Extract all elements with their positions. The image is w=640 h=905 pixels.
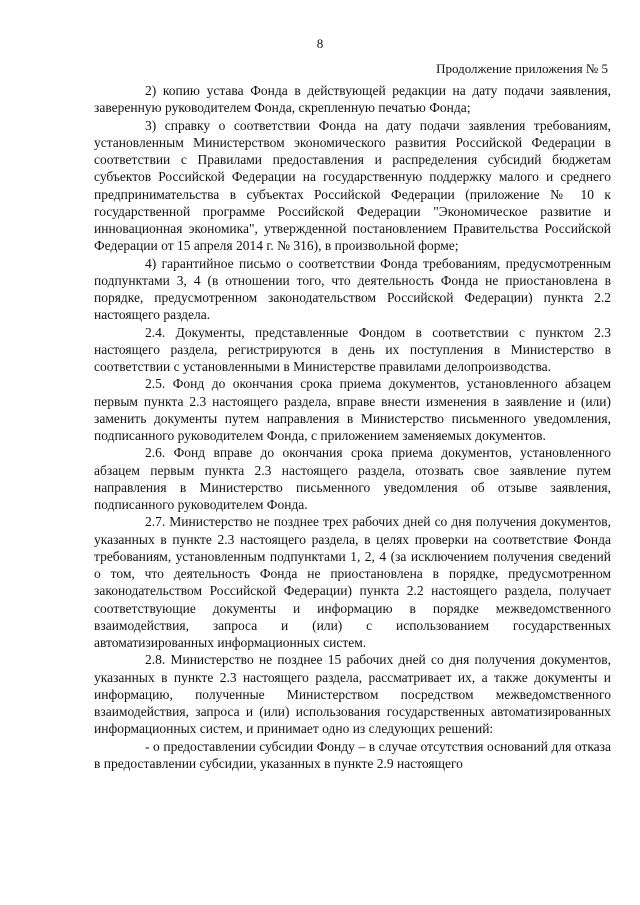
paragraph-2-6: 2.6. Фонд вправе до окончания срока приема документов, установленного абзацем первым пункта 2.3 настоящего раздела, отозвать свое заявление путем направления в Министерство письменного уведомления об отзыве заявления, подписанного руководителем Фонда. <box>94 445 611 512</box>
appendix-continuation-label: Продолжение приложения № 5 <box>436 61 608 76</box>
paragraph-2-4: 2.4. Документы, представленные Фондом в соответствии с пунктом 2.3 настоящего раздела, регистрируются в день их поступления в Министерство в соответствии с установленными в Министерстве правилами делопроизводства. <box>94 324 611 374</box>
paragraph-2-7: 2.7. Министерство не позднее трех рабочих дней со дня получения документов, указанных в пункте 2.3 настоящего раздела, в целях проверки на соответствие Фонда требованиям, установленным подпунктами 1, 2, 4 (за исключением получения сведений о том, что деятельность Фонда не приостановлена в порядке, предусмотренном законодательством Российской Федерации) пункта 2.2 настоящего раздела, получает соответствующие документы и информацию в порядке межведомственного взаимодействия, запроса и (или) с использованием государственных автоматизированных информационных систем. <box>94 514 611 650</box>
paragraph-item-2: 2) копию устава Фонда в действующей редакции на дату подачи заявления, заверенную руководителем Фонда, скрепленную печатью Фонда; <box>94 83 611 116</box>
paragraph-item-3: 3) справку о соответствии Фонда на дату подачи заявления требованиям, установленным Министерством экономического развития Российской Федерации в соответствии с Правилами предоставления и распределения субсидий бюджетам субъектов Российской Федерации на государственную поддержку малого и среднего предпринимательства в субъектах Российской Федерации (приложение № 10 к государственной программе Российской Федерации "Экономическое развитие и инновационная экономика", утвержденной постановлением Правительства Российской Федерации от 15 апреля 2014 г. № 316), в произвольной форме; <box>94 117 611 254</box>
paragraph-2-8: 2.8. Министерство не позднее 15 рабочих дней со дня получения документов, указанных в пункте 2.3 настоящего раздела, рассматривает их, а также документы и информацию, полученные Министерством посредством межведомственного взаимодействия, запроса и (или) использования государственных автоматизированных информационных систем, и принимает одно из следующих решений: <box>94 652 611 737</box>
paragraph-item-4: 4) гарантийное письмо о соответствии Фонда требованиям, предусмотренным подпунктами 3, 4 (в отношении того, что деятельность Фонда не приостановлена в порядке, предусмотренном законодательством Российской Федерации) пункта 2.2 настоящего раздела. <box>94 255 611 323</box>
document-body <box>94 82 611 772</box>
paragraph-2-5: 2.5. Фонд до окончания срока приема документов, установленного абзацем первым пункта 2.3 настоящего раздела, вправе внести изменения в заявление и (или) заменить документы путем направления в Министерство письменного уведомления, подписанного руководителем Фонда, с приложением заменяемых документов. <box>94 376 611 443</box>
paragraph-subsidy-decision: - о предоставлении субсидии Фонду – в случае отсутствия оснований для отказа в предоставлении субсидии, указанных в пункте 2.9 настоящего <box>94 738 611 771</box>
page-number: 8 <box>316 36 324 51</box>
